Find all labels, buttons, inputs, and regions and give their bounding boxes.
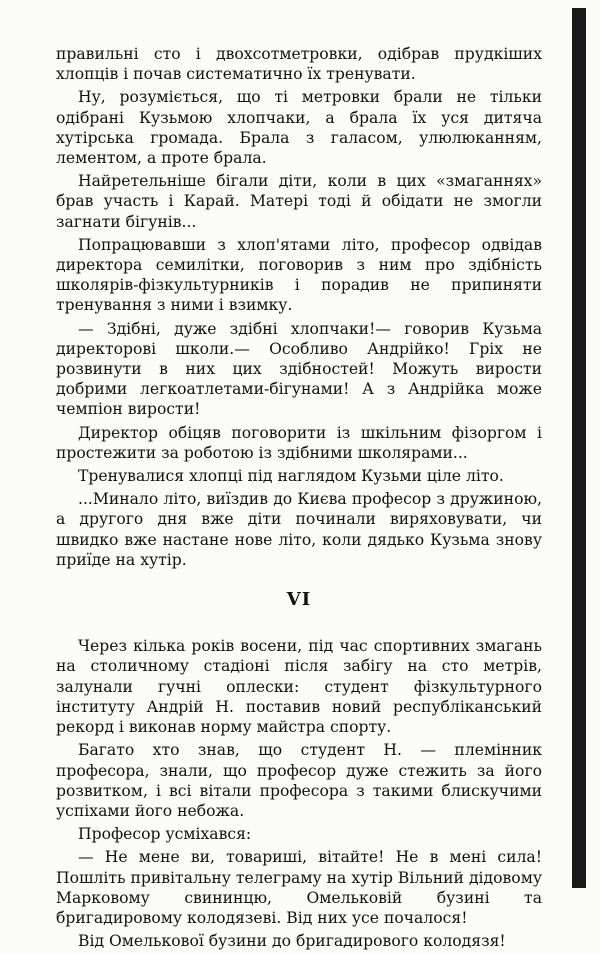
page-edge-shadow	[572, 8, 586, 888]
paragraph: — Здібні, дуже здібні хлопчаки!— говорив Кузьма директорові школи.— Особливо Андрійко! Гріх не розвинути в них цих здібностей! Можуть вирости добрими легкоатлетами-бігунами! А з Андрійка може чемпіон вирости!	[56, 319, 542, 419]
paragraph: Найретельніше бігали діти, коли в цих «змаганнях» брав участь і Карай. Матері тоді й обідати не змогли загнати бігунів...	[56, 172, 542, 231]
paragraph: правильні сто і двохсотметровки, одібрав прудкіших хлопців і почав систематично їх тренувати.	[56, 45, 542, 84]
paragraph: Від Омелькової бузини до бригадирового колодязя!	[78, 932, 506, 951]
section-vi-text	[56, 636, 542, 951]
chapter-heading: VI	[286, 589, 312, 611]
paragraph: Професор усміхався:	[78, 825, 252, 844]
paragraph: ...Минало літо, виїздив до Києва професор з дружиною, а другого дня вже діти починали виряховувати, чи швидко вже настане нове літо, коли дядько Кузьма знову приїде на хутір.	[56, 490, 542, 569]
book-page	[56, 44, 542, 954]
paragraph: Через кілька років восени, під час спортивних змагань на столичному стадіоні після забігу на сто метрів, залунали гучні оплески: студент фізкультурного інституту Андрій Н. поставив новий республіканський рекорд і виконав норму майстра спорту.	[56, 637, 542, 737]
paragraph: Багато хто знав, що студент Н. — племінник професора, знали, що професор дуже стежить за його розвитком, і всі вітали професора з такими блискучими успіхами його небожа.	[56, 741, 542, 820]
paragraph: Директор обіцяв поговорити із шкільним фізоргом і простежити за роботою із здібними школярами...	[56, 423, 542, 462]
paragraph: Ну, розуміється, що ті метровки брали не тільки одібрані Кузьмою хлопчаки, а брала їх уся дитяча хутірська громада. Брала з галасом, улюлюканням, лементом, а проте брала.	[56, 88, 542, 168]
paragraph: Тренувалися хлопці під наглядом Кузьми ціле літо.	[78, 467, 504, 486]
paragraph: — Не мене ви, товариші, вітайте! Не в мені сила! Пошліть привітальну телеграму на хутір Вільний дідовому Марковому свининцю, Омельковій бузині та бригадировому колодязеві. Від них усе почалося!	[56, 848, 542, 927]
paragraph: Попрацювавши з хлоп'ятами літо, професор одвідав директора семилітки, поговорив з ним про здібність школярів-фізкультурників і порадив не припиняти тренування з ними і взимку.	[56, 235, 542, 315]
section-v-text	[56, 44, 542, 570]
